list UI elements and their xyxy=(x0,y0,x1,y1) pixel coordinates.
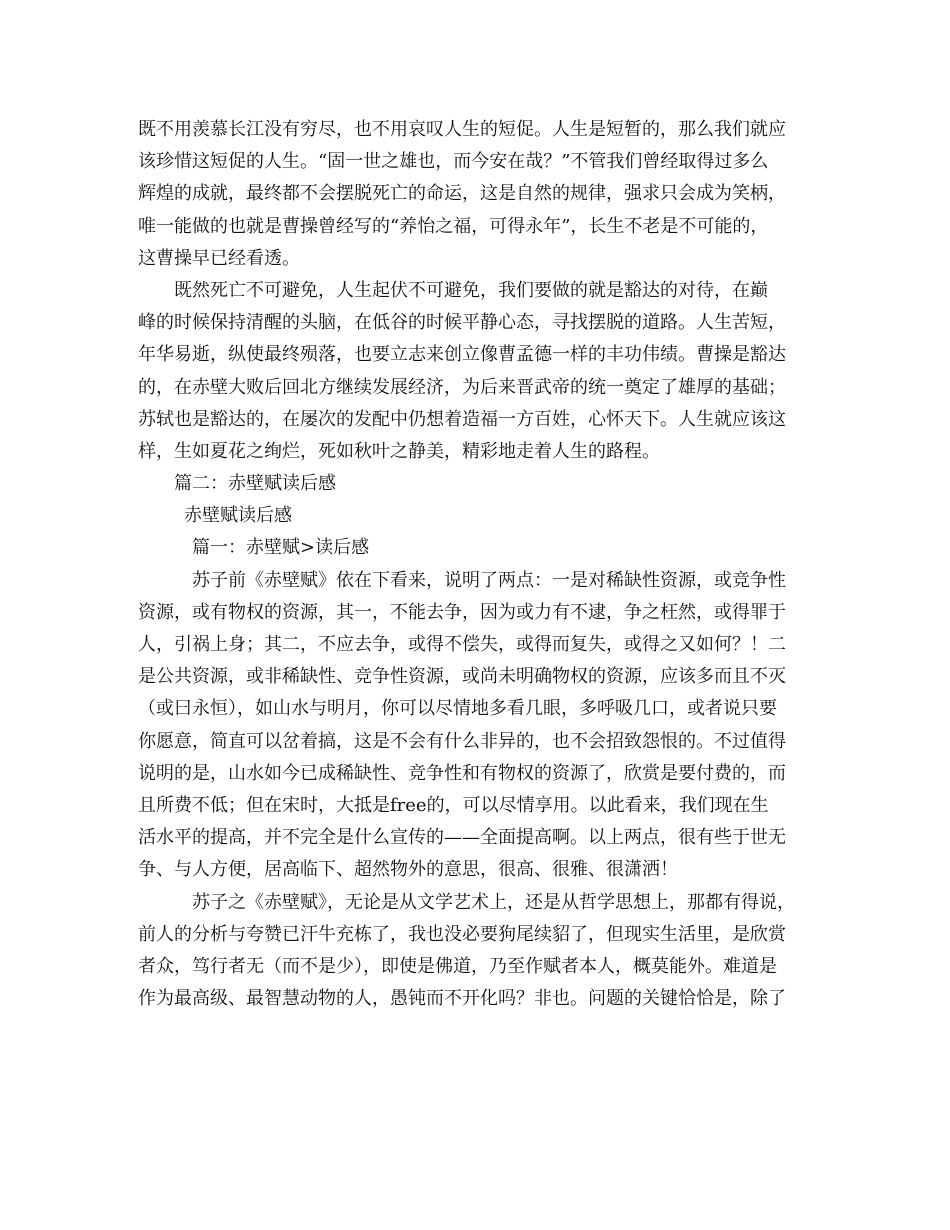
text-line: 且所费不低；但在宋时，大抵是free的，可以尽情享用。以此看来，我们现在生 xyxy=(138,794,769,816)
paragraph-start-line: 苏子前《赤壁赋》依在下看来，说明了两点：一是对稀缺性资源，或竞争性 xyxy=(192,569,786,591)
text-line: 样，生如夏花之绚烂，死如秋叶之静美，精彩地走着人生的路程。 xyxy=(138,440,660,462)
text-line: 峰的时候保持清醒的头脑，在低谷的时候平静心态，寻找摆脱的道路。人生苦短， xyxy=(138,312,786,334)
text-line: 唯一能做的也就是曹操曾经写的“养怡之福，可得永年”，长生不老是不可能的， xyxy=(138,215,769,237)
text-line: 是公共资源，或非稀缺性、竞争性资源，或尚未明确物权的资源，应该多而且不灭 xyxy=(138,666,786,688)
text-line: 年华易逝，纵使最终殒落，也要立志来创立像曹孟德一样的丰功伟绩。曹操是豁达 xyxy=(138,344,786,366)
text-line: 既不用羡慕长江没有穷尽，也不用哀叹人生的短促。人生是短暂的，那么我们就应 xyxy=(138,119,786,140)
section-title: 赤壁赋读后感 xyxy=(184,505,292,527)
document-body xyxy=(138,114,828,1015)
text-line: 资源，或有物权的资源，其一，不能去争，因为或力有不逮，争之枉然，或得罪于 xyxy=(138,601,786,623)
paragraph-start-line: 苏子之《赤壁赋》，无论是从文学艺术上，还是从哲学思想上，那都有得说， xyxy=(192,891,795,913)
paragraph-start-line: 既然死亡不可避免，人生起伏不可避免，我们要做的就是豁达的对待，在巅 xyxy=(174,279,768,301)
text-line: 苏轼也是豁达的，在屡次的发配中仍想着造福一方百姓，心怀天下。人生就应该这 xyxy=(138,408,786,430)
text-line: 人，引祸上身；其二，不应去争，或得不偿失，或得而复失，或得之又如何？！二 xyxy=(138,634,786,655)
text-line: 者众，笃行者无（而不是少），即使是佛道，乃至作赋者本人，概莫能外。难道是 xyxy=(138,955,777,977)
text-line: 该珍惜这短促的人生。“固一世之雄也，而今安在哉？”不管我们曾经取得过多么 xyxy=(138,151,769,173)
text-line: 说明的是，山水如今已成稀缺性、竞争性和有物权的资源了，欣赏是要付费的，而 xyxy=(138,762,786,784)
section-heading: 篇二：赤壁赋读后感 xyxy=(174,473,336,495)
section-subtitle: 篇一：赤壁赋>读后感 xyxy=(192,537,370,559)
text-line: （或曰永恒），如山水与明月，你可以尽情地多看几眼，多呼吸几口，或者说只要 xyxy=(138,698,777,720)
text-line: 前人的分析与夸赞已汗牛充栋了，我也没必要狗尾续貂了，但现实生活里，是欣赏 xyxy=(138,923,786,945)
text-line: 辉煌的成就，最终都不会摆脱死亡的命运，这是自然的规律，强求只会成为笑柄， xyxy=(138,183,786,205)
text-line: 你愿意，简直可以岔着搞，这是不会有什么非异的，也不会招致怨恨的。不过值得 xyxy=(138,730,786,752)
text-line: 作为最高级、最智慧动物的人，愚钝而不开化吗？非也。问题的关键恰恰是，除了 xyxy=(138,988,786,1010)
text-line: 活水平的提高，并不完全是什么宣传的——全面提高啊。以上两点，很有些于世无 xyxy=(138,827,786,849)
text-line: 争、与人方便，居高临下、超然物外的意思，很高、很雅、很潇洒！ xyxy=(138,859,678,881)
text-line: 的，在赤壁大败后回北方继续发展经济，为后来晋武帝的统一奠定了雄厚的基础； xyxy=(138,376,786,398)
text-line: 这曹操早已经看透。 xyxy=(138,247,300,269)
